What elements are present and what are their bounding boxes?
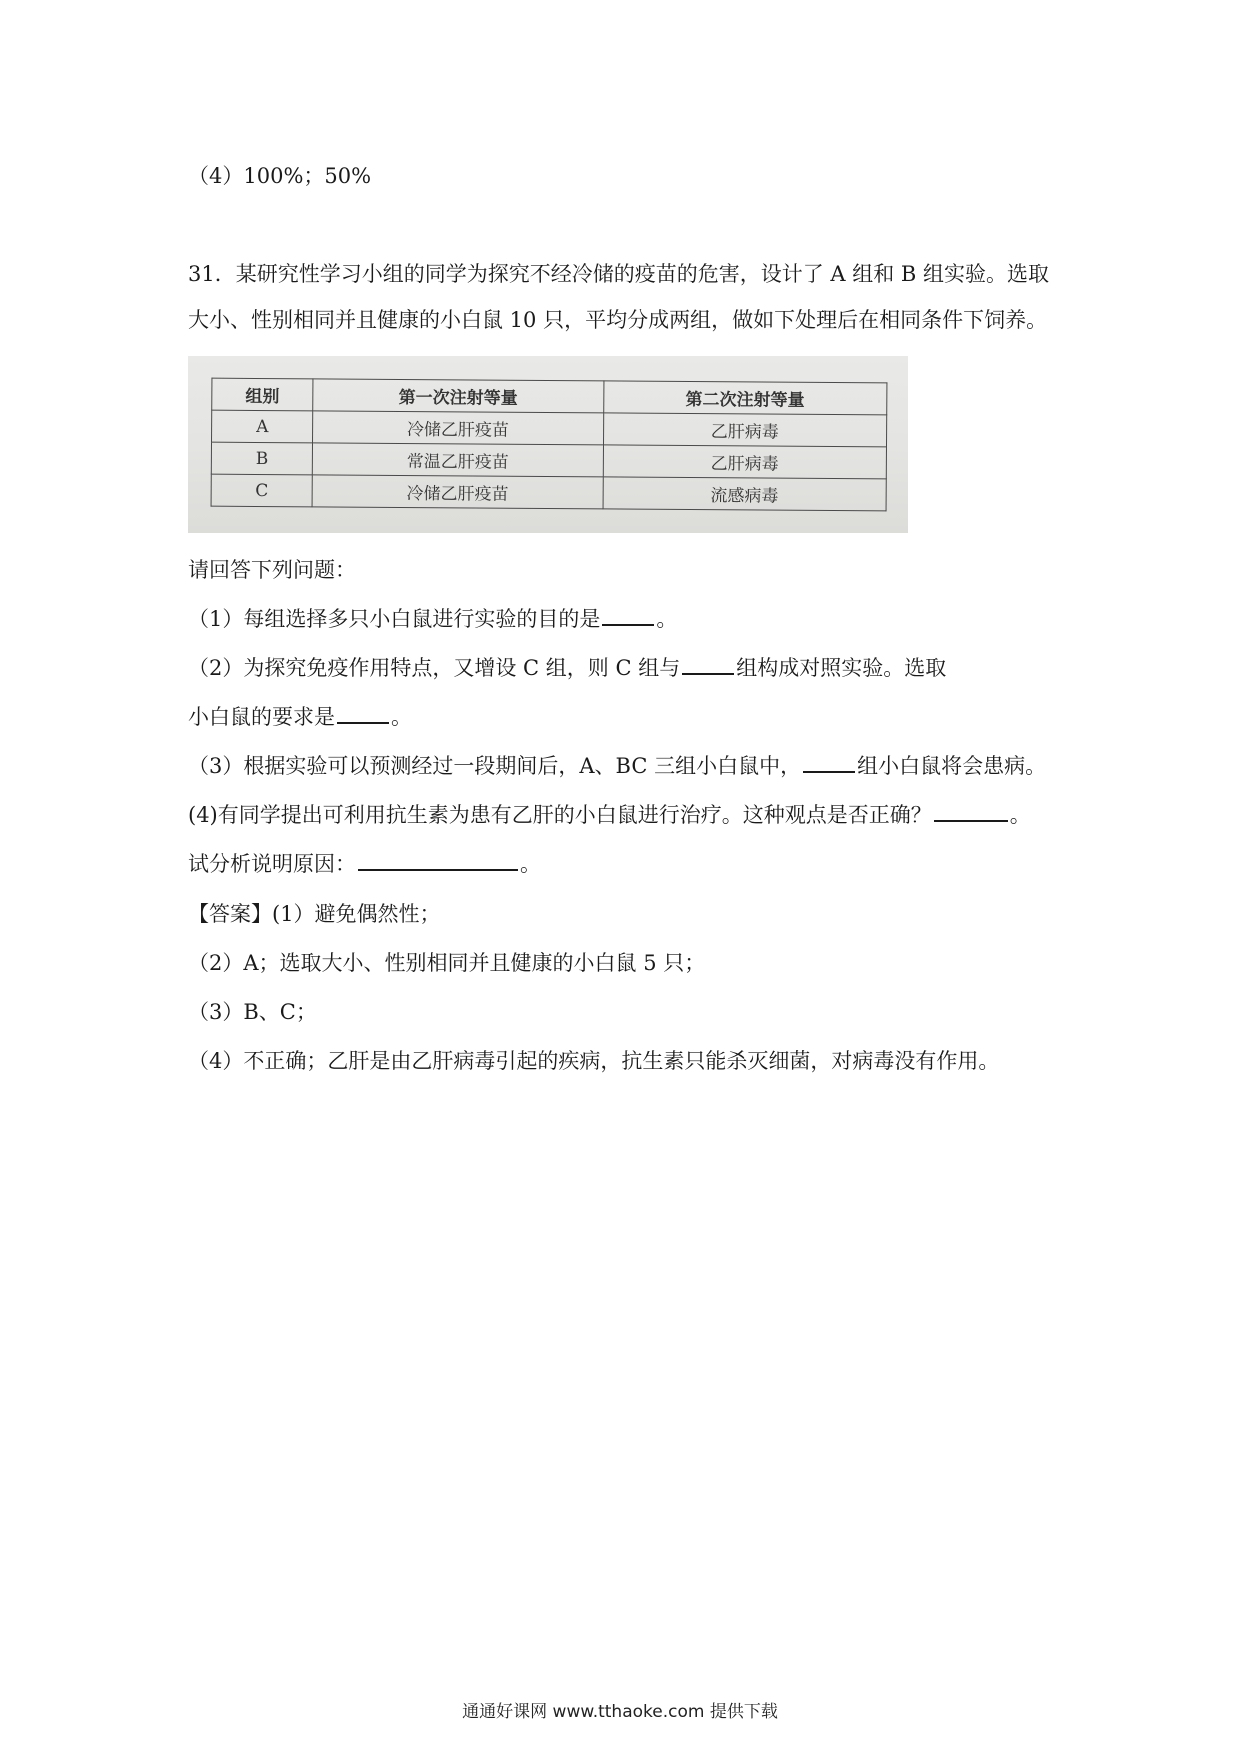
question-2-text-cont: 组构成对照实验。选取 (736, 656, 947, 680)
answer-blank (682, 655, 734, 675)
question-line-2: 大小、性别相同并且健康的小白鼠 10 只，平均分成两组，做如下处理后在相同条件下饲养。 (188, 308, 1048, 332)
answer-1: 【答案】(1）避免偶然性； (188, 902, 441, 926)
table-row (211, 442, 886, 479)
answer-4: （4）不正确；乙肝是由乙肝病毒引起的疾病，抗生素只能杀灭细菌，对病毒没有作用。 (188, 1049, 1000, 1073)
question-4-reason-end: 。 (520, 852, 541, 876)
question-4-text: (4)有同学提出可利用抗生素为患有乙肝的小白鼠进行治疗。这种观点是否正确？ (188, 803, 932, 827)
question-3-end: 组小白鼠将会患病。 (857, 754, 1047, 778)
table-row (212, 410, 887, 447)
question-3 (188, 751, 1046, 781)
question-2-text: （2）为探究免疫作用特点，又增设 C 组，则 C 组与 (188, 656, 681, 680)
table-cell: 冷储乙肝疫苗 (313, 411, 603, 445)
table-cell: 常温乙肝疫苗 (313, 443, 603, 477)
answer-blank (358, 851, 518, 871)
question-2-line-2 (188, 702, 412, 732)
question-4-line-2 (188, 849, 541, 879)
table-header-row (212, 378, 887, 415)
answer-blank (803, 753, 855, 773)
question-2-requirement: 小白鼠的要求是 (188, 705, 335, 729)
answer-2: （2）A；选取大小、性别相同并且健康的小白鼠 5 只； (188, 951, 706, 975)
question-2-end: 。 (391, 705, 412, 729)
question-4-end: 。 (1009, 803, 1031, 827)
table-cell: A (212, 410, 313, 443)
question-2 (188, 653, 946, 683)
question-1-end: 。 (656, 607, 678, 631)
table-cell: 乙肝病毒 (603, 445, 887, 479)
table-header-cell: 组别 (212, 378, 313, 411)
question-4-reason: 试分析说明原因： (188, 852, 356, 876)
question-1-text: （1）每组选择多只小白鼠进行实验的目的是 (188, 607, 601, 631)
experiment-table (211, 378, 888, 512)
question-4 (188, 800, 1031, 830)
table-header-cell: 第二次注射等量 (603, 381, 887, 415)
table-row (211, 474, 886, 511)
table-cell: 乙肝病毒 (603, 413, 887, 447)
page-footer: 通通好课网 www.tthaoke.com 提供下载 (462, 1702, 778, 1722)
experiment-table-photo (188, 356, 908, 533)
question-1 (188, 604, 677, 634)
table-cell: 流感病毒 (603, 477, 887, 511)
table-cell: 冷储乙肝疫苗 (312, 475, 602, 509)
table-header-cell: 第一次注射等量 (313, 379, 603, 413)
question-3-text: （3）根据实验可以预测经过一段期间后，A、BC 三组小白鼠中， (188, 754, 802, 778)
answer-blank (337, 704, 389, 724)
question-prompt: 请回答下列问题： (188, 558, 356, 582)
question-line-1: 31．某研究性学习小组的同学为探究不经冷储的疫苗的危害，设计了 A 组和 B 组实验。选取 (188, 262, 1050, 286)
table-cell: B (211, 442, 312, 475)
answer-3: （3）B、C； (188, 1000, 317, 1024)
answer-blank (934, 802, 1008, 822)
prev-answer-4: （4）100%；50% (188, 164, 372, 188)
answer-blank (602, 606, 654, 626)
table-cell: C (211, 474, 312, 507)
